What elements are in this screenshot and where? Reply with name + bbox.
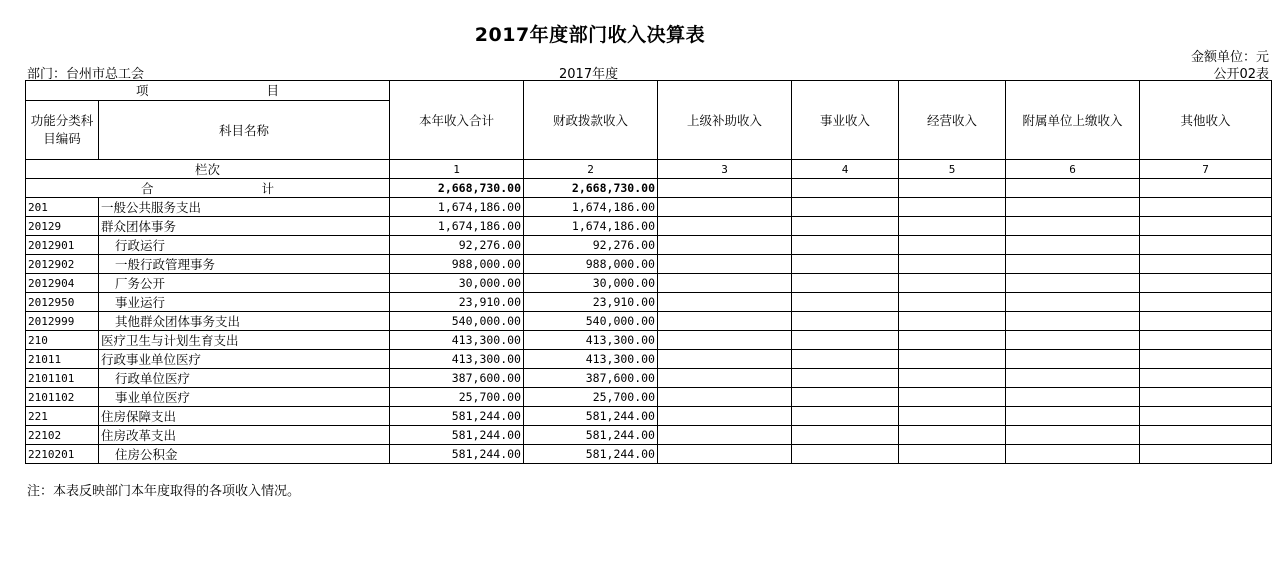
row-value-cell: 1,674,186.00 (524, 217, 658, 236)
table-row (26, 236, 1272, 255)
row-value-cell (792, 236, 899, 255)
row-value-cell (899, 293, 1006, 312)
row-value-cell (1140, 255, 1272, 274)
func-code-header: 功能分类科目编码 (26, 101, 99, 160)
meta-row (25, 63, 1269, 81)
row-value-cell (792, 369, 899, 388)
row-name-cell: 住房改革支出 (99, 426, 390, 445)
row-value-cell: 581,244.00 (390, 445, 524, 464)
subject-name-header: 科目名称 (99, 101, 390, 160)
row-value-cell (1140, 274, 1272, 293)
row-value-cell (658, 445, 792, 464)
department-label: 部门：台州市总工会 (27, 67, 145, 82)
row-value-cell (658, 388, 792, 407)
col-number-3: 3 (658, 160, 792, 179)
row-value-cell: 413,300.00 (390, 331, 524, 350)
row-value-cell (658, 236, 792, 255)
row-value-cell (1006, 274, 1140, 293)
row-value-cell: 540,000.00 (524, 312, 658, 331)
row-name-cell: 住房公积金 (99, 445, 390, 464)
row-value-cell (899, 369, 1006, 388)
row-value-cell (899, 388, 1006, 407)
table-row (26, 255, 1272, 274)
row-value-cell (899, 217, 1006, 236)
row-code-cell: 2101101 (26, 369, 99, 388)
row-value-cell: 25,700.00 (524, 388, 658, 407)
row-value-cell (792, 255, 899, 274)
row-name-cell: 一般行政管理事务 (99, 255, 390, 274)
row-value-cell (899, 445, 1006, 464)
table-row (26, 312, 1272, 331)
revenue-table (25, 80, 1272, 464)
row-value-cell (1006, 350, 1140, 369)
row-value-cell (899, 312, 1006, 331)
total-value-7 (1140, 179, 1272, 198)
row-code-cell: 2012904 (26, 274, 99, 293)
row-value-cell (1140, 407, 1272, 426)
row-value-cell: 25,700.00 (390, 388, 524, 407)
row-code-cell: 2012999 (26, 312, 99, 331)
row-value-cell (1140, 312, 1272, 331)
total-value-3 (658, 179, 792, 198)
row-value-cell (899, 331, 1006, 350)
row-value-cell: 581,244.00 (390, 407, 524, 426)
row-value-cell (1140, 369, 1272, 388)
fiscal-year: 2017年度 (559, 67, 619, 82)
row-value-cell (1140, 293, 1272, 312)
row-value-cell (1006, 255, 1140, 274)
total-value-6 (1006, 179, 1140, 198)
col-number-7: 7 (1140, 160, 1272, 179)
row-value-cell (899, 274, 1006, 293)
row-value-cell (1006, 426, 1140, 445)
form-code: 公开02表 (1213, 67, 1269, 82)
row-code-cell: 2210201 (26, 445, 99, 464)
total-value-2: 2,668,730.00 (524, 179, 658, 198)
item-header-right: 目 (266, 83, 279, 98)
row-code-cell: 201 (26, 198, 99, 217)
total-value-1: 2,668,730.00 (390, 179, 524, 198)
header-row-1 (26, 81, 1272, 101)
row-value-cell: 413,300.00 (390, 350, 524, 369)
table-row (26, 407, 1272, 426)
col-number-1: 1 (390, 160, 524, 179)
row-value-cell: 581,244.00 (390, 426, 524, 445)
row-value-cell: 988,000.00 (390, 255, 524, 274)
total-row (26, 179, 1272, 198)
row-value-cell (792, 350, 899, 369)
row-value-cell (1006, 198, 1140, 217)
row-value-cell (792, 445, 899, 464)
total-value-4 (792, 179, 899, 198)
row-value-cell (1140, 350, 1272, 369)
row-value-cell: 23,910.00 (390, 293, 524, 312)
col-header-2: 财政拨款收入 (524, 81, 658, 160)
row-name-cell: 事业运行 (99, 293, 390, 312)
col-header-1: 本年收入合计 (390, 81, 524, 160)
col-number-6: 6 (1006, 160, 1140, 179)
row-name-cell: 住房保障支出 (99, 407, 390, 426)
row-value-cell (658, 274, 792, 293)
row-value-cell (1006, 293, 1140, 312)
row-value-cell: 581,244.00 (524, 407, 658, 426)
row-value-cell (658, 217, 792, 236)
row-value-cell (658, 407, 792, 426)
table-row (26, 198, 1272, 217)
row-value-cell (1140, 331, 1272, 350)
row-name-cell: 厂务公开 (99, 274, 390, 293)
table-row (26, 331, 1272, 350)
row-value-cell (899, 407, 1006, 426)
col-number-2: 2 (524, 160, 658, 179)
total-label-left: 合 (141, 180, 154, 196)
row-value-cell (1006, 217, 1140, 236)
row-value-cell (1140, 198, 1272, 217)
total-label-right: 计 (261, 180, 274, 196)
row-value-cell: 1,674,186.00 (390, 198, 524, 217)
row-value-cell (1006, 445, 1140, 464)
col-header-6: 附属单位上缴收入 (1006, 81, 1140, 160)
row-value-cell (658, 293, 792, 312)
row-value-cell (792, 331, 899, 350)
row-name-cell: 行政事业单位医疗 (99, 350, 390, 369)
row-value-cell (1006, 236, 1140, 255)
row-label-cell: 栏次 (26, 160, 390, 179)
row-value-cell: 387,600.00 (524, 369, 658, 388)
row-value-cell (1140, 445, 1272, 464)
row-value-cell (792, 312, 899, 331)
row-value-cell: 581,244.00 (524, 426, 658, 445)
table-row (26, 369, 1272, 388)
row-code-cell: 2012902 (26, 255, 99, 274)
row-name-cell: 事业单位医疗 (99, 388, 390, 407)
row-value-cell: 413,300.00 (524, 350, 658, 369)
col-header-3: 上级补助收入 (658, 81, 792, 160)
row-value-cell (1006, 388, 1140, 407)
row-code-cell: 21011 (26, 350, 99, 369)
col-header-5: 经营收入 (899, 81, 1006, 160)
row-value-cell (899, 198, 1006, 217)
row-value-cell (1140, 236, 1272, 255)
row-value-cell (899, 236, 1006, 255)
row-value-cell: 540,000.00 (390, 312, 524, 331)
report-title: 2017年度部门收入决算表 (474, 24, 706, 46)
row-value-cell: 1,674,186.00 (390, 217, 524, 236)
row-code-cell: 2012901 (26, 236, 99, 255)
column-number-row (26, 160, 1272, 179)
row-value-cell (1006, 407, 1140, 426)
table-row (26, 217, 1272, 236)
row-name-cell: 其他群众团体事务支出 (99, 312, 390, 331)
footnote: 注：本表反映部门本年度取得的各项收入情况。 (27, 484, 301, 499)
row-code-cell: 22102 (26, 426, 99, 445)
table-row (26, 445, 1272, 464)
row-code-cell: 221 (26, 407, 99, 426)
row-value-cell (1006, 369, 1140, 388)
row-value-cell (658, 426, 792, 445)
row-value-cell (792, 426, 899, 445)
col-number-5: 5 (899, 160, 1006, 179)
row-value-cell: 413,300.00 (524, 331, 658, 350)
row-name-cell: 行政单位医疗 (99, 369, 390, 388)
row-value-cell (899, 350, 1006, 369)
row-value-cell (899, 255, 1006, 274)
col-number-4: 4 (792, 160, 899, 179)
amount-unit: 金额单位：元 (1190, 50, 1269, 65)
row-value-cell (1006, 312, 1140, 331)
table-row (26, 293, 1272, 312)
row-value-cell (792, 407, 899, 426)
table-body (26, 81, 1272, 464)
row-value-cell: 581,244.00 (524, 445, 658, 464)
row-code-cell: 2101102 (26, 388, 99, 407)
row-name-cell: 行政运行 (99, 236, 390, 255)
row-value-cell: 988,000.00 (524, 255, 658, 274)
total-label-cell (26, 179, 390, 198)
row-value-cell: 387,600.00 (390, 369, 524, 388)
row-value-cell (792, 217, 899, 236)
row-value-cell (792, 198, 899, 217)
item-header-cell (26, 81, 390, 101)
row-code-cell: 210 (26, 331, 99, 350)
row-value-cell (658, 312, 792, 331)
total-value-5 (899, 179, 1006, 198)
row-code-cell: 2012950 (26, 293, 99, 312)
row-value-cell: 23,910.00 (524, 293, 658, 312)
col-header-7: 其他收入 (1140, 81, 1272, 160)
row-value-cell (1140, 217, 1272, 236)
table-row (26, 274, 1272, 293)
table-row (26, 350, 1272, 369)
row-name-cell: 一般公共服务支出 (99, 198, 390, 217)
table-row (26, 388, 1272, 407)
table-row (26, 426, 1272, 445)
row-value-cell (792, 388, 899, 407)
row-value-cell (1140, 426, 1272, 445)
row-value-cell (792, 293, 899, 312)
row-value-cell (1140, 388, 1272, 407)
row-value-cell: 30,000.00 (524, 274, 658, 293)
row-value-cell: 92,276.00 (524, 236, 658, 255)
row-value-cell (658, 198, 792, 217)
row-value-cell (1006, 331, 1140, 350)
row-value-cell (899, 426, 1006, 445)
item-header-left: 项 (136, 83, 149, 98)
row-code-cell: 20129 (26, 217, 99, 236)
row-name-cell: 群众团体事务 (99, 217, 390, 236)
row-name-cell: 医疗卫生与计划生育支出 (99, 331, 390, 350)
row-value-cell (792, 274, 899, 293)
row-value-cell: 30,000.00 (390, 274, 524, 293)
row-value-cell (658, 331, 792, 350)
col-header-4: 事业收入 (792, 81, 899, 160)
row-value-cell: 92,276.00 (390, 236, 524, 255)
row-value-cell (658, 255, 792, 274)
row-value-cell (658, 350, 792, 369)
row-value-cell (658, 369, 792, 388)
row-value-cell: 1,674,186.00 (524, 198, 658, 217)
